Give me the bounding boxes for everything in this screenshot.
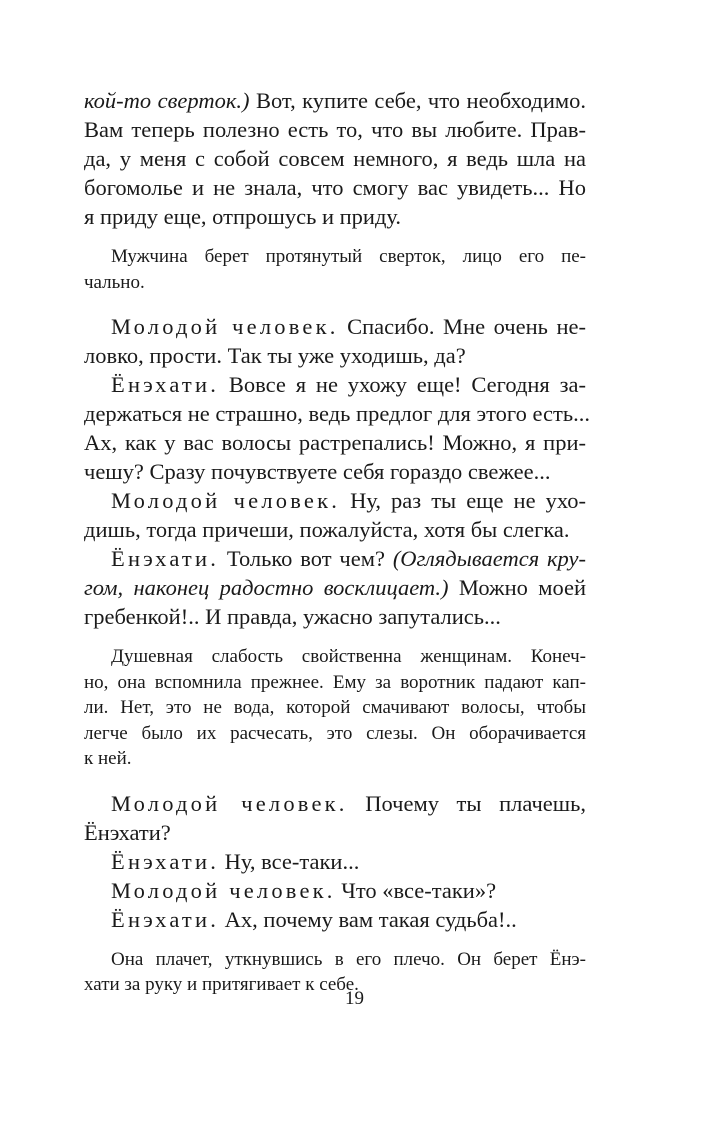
text-line: к ней. — [84, 748, 132, 769]
text-line: хати за руку и притягивает к себе. — [84, 974, 359, 995]
dialogue-line — [84, 544, 586, 631]
dialogue-line — [84, 312, 586, 370]
speaker-name: Ёнэхати. — [111, 848, 220, 874]
text-line: чально. — [84, 271, 145, 293]
text-line: гребенкой!.. И правда, ужасно запутались... — [84, 604, 501, 629]
text-line: я приду еще, отпрошусь и приду. — [84, 204, 402, 229]
stage-direction: кой-то сверток.) — [84, 88, 250, 113]
text-line: Она плачет, уткнувшись в его плечо. Он берет Ёнэ- — [111, 948, 586, 970]
dialogue-line — [84, 789, 586, 847]
speaker-name: Молодой человек. — [111, 790, 348, 816]
text-line: Душевная слабость свойственна женщинам. Конеч- — [111, 646, 586, 667]
dialogue-line — [84, 486, 586, 544]
text-line: ли. Нет, это не вода, которой смачивают волосы, чтобы — [84, 697, 586, 718]
stage-direction: гом, наконец радостно восклицает.) — [84, 575, 449, 600]
text-line: чешу? Сразу почувствуете себя гораздо свежее... — [84, 459, 551, 484]
text-line: Ёнэхати. Вовсе я не ухожу еще! Сегодня за- — [111, 372, 586, 397]
text-line: дишь, тогда причеши, пожалуйста, хотя бы слегка. — [84, 517, 570, 542]
text-line: Ёнэхати? — [84, 819, 171, 845]
text-line: кой-то сверток.) Вот, купите себе, что необходимо. — [84, 88, 586, 113]
text-line: Молодой человек. Спасибо. Мне очень не- — [111, 314, 586, 339]
speaker-name: Молодой человек. — [111, 877, 336, 903]
text-line: Молодой человек. Почему ты плачешь, — [111, 790, 586, 816]
dialogue-line — [84, 905, 586, 934]
stage-direction-block — [84, 644, 586, 772]
text-line: да, у меня с собой совсем немного, я ведь шла на — [84, 146, 586, 171]
stage-direction-block — [84, 244, 586, 295]
page-number: 19 — [345, 988, 364, 1009]
text-line: Вам теперь полезно есть то, что вы любите. Прав- — [84, 117, 586, 142]
dialogue-line — [84, 847, 586, 876]
text-line: Мужчина берет протянутый сверток, лицо его пе- — [111, 246, 586, 267]
text-line: Молодой человек. Что «все-таки»? — [111, 877, 497, 903]
dialogue-line — [84, 876, 586, 905]
text-line: Ёнэхати. Ну, все-таки... — [111, 848, 360, 874]
text-line: Ах, как у вас волосы растрепались! Можно, я при- — [84, 430, 586, 455]
speaker-name: Молодой человек. — [111, 314, 339, 339]
text-line: держаться не страшно, ведь предлог для этого есть... — [84, 401, 590, 426]
text-line: но, она вспомнила прежнее. Ему за воротник падают кап- — [84, 671, 586, 693]
text-line: Ёнэхати. Только вот чем? (Оглядывается кру- — [111, 546, 586, 571]
dialogue-line — [84, 370, 590, 486]
text-line: легче было их расчесать, это слезы. Он оборачивается — [84, 722, 586, 744]
text-line: Молодой человек. Ну, раз ты еще не ухо- — [111, 488, 586, 513]
paragraph-continuation — [84, 86, 586, 231]
text-line: Ёнэхати. Ах, почему вам такая судьба!.. — [111, 906, 517, 932]
text-line: богомолье и не знала, что смогу вас увидеть... Но — [84, 175, 586, 200]
speaker-name: Ёнэхати. — [111, 372, 220, 397]
speaker-name: Молодой человек. — [111, 488, 341, 513]
text-line: ловко, прости. Так ты уже уходишь, да? — [84, 343, 466, 368]
speaker-name: Ёнэхати. — [111, 546, 220, 571]
text-line: гом, наконец радостно восклицает.) Можно моей — [84, 575, 586, 600]
speaker-name: Ёнэхати. — [111, 906, 220, 932]
page-body — [84, 86, 590, 998]
stage-direction: (Оглядывается кру- — [392, 546, 586, 571]
